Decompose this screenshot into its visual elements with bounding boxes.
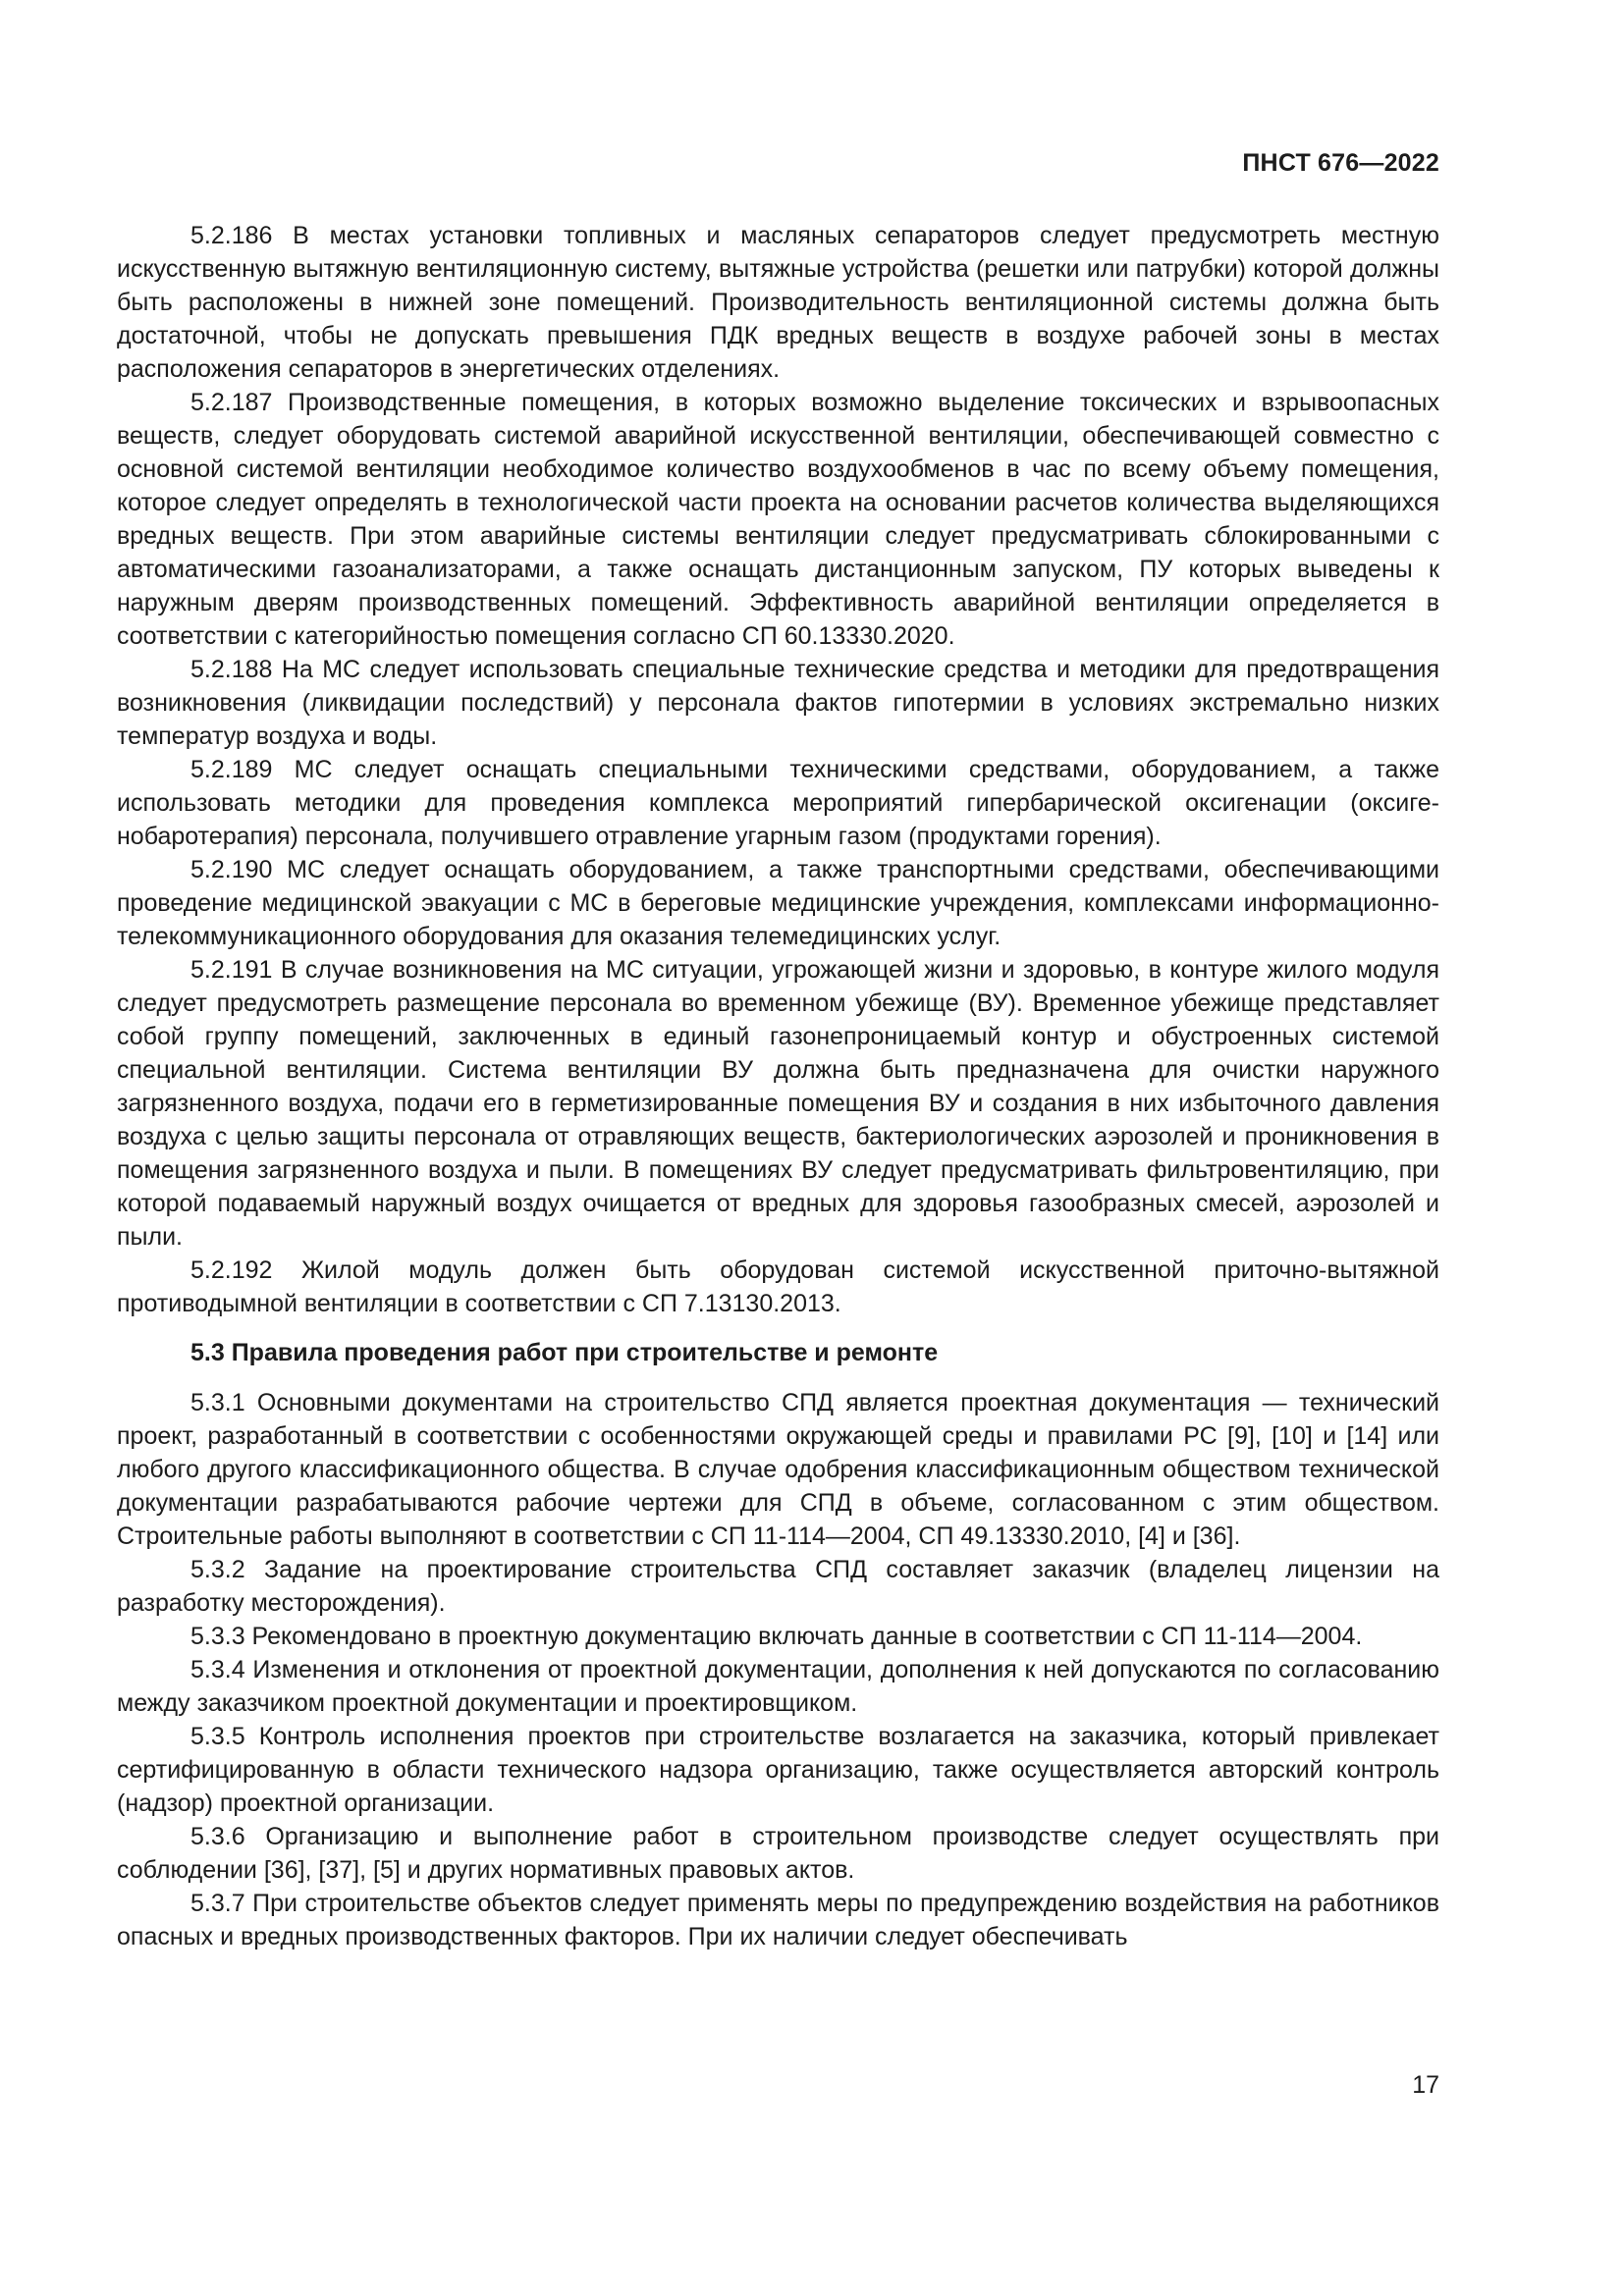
paragraph-5-2-189: 5.2.189 МС следует оснащать специальными техническими средствами, оборудованием, а также использовать методики для проведения комплекса мероприятий гипербарической оксигенации (оксигенобаротерапия) персонала, получившего отравление угарным газом (продуктами горения).: [117, 756, 1439, 850]
paragraph-5-3-2: 5.3.2 Задание на проектирование строительства СПД составляет заказчик (владелец лицензии на разработку месторождения).: [117, 1556, 1439, 1617]
document-code: ПНСТ 676—2022: [1242, 149, 1439, 177]
paragraph-5-2-190: 5.2.190 МС следует оснащать оборудованием, а также транспортными средствами, обеспечивающими проведение медицинской эвакуации с МС в береговые медицинские учреждения, комплексами информационно-телекоммуникационного оборудования для оказания телемедицинских услуг.: [117, 856, 1439, 950]
paragraph-5-2-188: 5.2.188 На МС следует использовать специальные технические средства и методики для предотвращения возникновения (ликвидации последствий) у персонала фактов гипотермии в условиях экстремально низких температур воздуха и воды.: [117, 656, 1439, 750]
paragraph-5-2-191: 5.2.191 В случае возникновения на МС ситуации, угрожающей жизни и здоровью, в контуре жилого модуля следует предусмотреть размещение персонала во временном убежище (ВУ). Временное убежище представляет собой группу помещений, заключенных в единый газонепроницаемый контур и обустроенных системой специальной вентиляции. Система вентиляции ВУ должна быть предназначена для очистки наружного загрязненного воздуха, подачи его в герметизированные помещения ВУ и создания в них избыточного давления воздуха с целью защиты персонала от отравляющих веществ, бактериологических аэрозолей и проникновения в помещения загрязненного воздуха и пыли. В помещениях ВУ следует предусматривать фильтровентиляцию, при которой подаваемый наружный воздух очищается от вредных для здоровья газообразных смесей, аэрозолей и пыли.: [117, 956, 1439, 1251]
page-body: [117, 219, 1439, 1953]
section-heading-5-3: 5.3 Правила проведения работ при строительстве и ремонте: [190, 1339, 939, 1366]
paragraph-5-3-5: 5.3.5 Контроль исполнения проектов при строительстве возлагается на заказчика, который привлекает сертифицированную в области технического надзора организацию, также осуществляется авторский контроль (надзор) проектной организации.: [117, 1723, 1439, 1817]
page-number: 17: [1412, 2071, 1439, 2099]
paragraph-5-3-6: 5.3.6 Организацию и выполнение работ в строительном производстве следует осуществлять при соблюдении [36], [37], [5] и других нормативных правовых актов.: [117, 1823, 1439, 1884]
paragraph-5-3-4: 5.3.4 Изменения и отклонения от проектной документации, дополнения к ней допускаются по согласованию между заказчиком проектной документации и проектировщиком.: [117, 1656, 1439, 1717]
paragraph-5-2-186: 5.2.186 В местах установки топливных и масляных сепараторов следует предусмотреть местную искусственную вытяжную вентиляционную систему, вытяжные устройства (решетки или патрубки) которой должны быть расположены в нижней зоне помещений. Производительность вентиляционной системы должна быть достаточной, чтобы не допускать превышения ПДК вредных веществ в воздухе рабочей зоны в местах расположения сепараторов в энергетических отделениях.: [117, 222, 1439, 383]
paragraph-5-3-3: 5.3.3 Рекомендовано в проектную документацию включать данные в соответствии с СП 11-114—2004.: [190, 1623, 1363, 1650]
paragraph-5-2-192: 5.2.192 Жилой модуль должен быть оборудован системой искусственной приточно-вытяжной противодымной вентиляции в соответствии с СП 7.13130.2013.: [117, 1256, 1439, 1317]
paragraph-5-2-187: 5.2.187 Производственные помещения, в которых возможно выделение токсических и взрывоопасных веществ, следует оборудовать системой аварийной искусственной вентиляции, обеспечивающей совместно с основной системой вентиляции необходимое количество воздухообменов в час по всему объему помещения, которое следует определять в технологической части проекта на основании расчетов количества выделяющихся вредных веществ. При этом аварийные системы вентиляции следует предусматривать сблокированными с автоматическими газоанализаторами, а также оснащать дистанционным запуском, ПУ которых выведены к наружным дверям производственных помещений. Эффективность аварийной вентиляции определяется в соответствии с категорийностью помещения согласно СП 60.13330.2020.: [117, 389, 1439, 650]
paragraph-5-3-1: 5.3.1 Основными документами на строительство СПД является проектная документация — технический проект, разработанный в соответствии с особенностями окружающей среды и правилами РС [9], [10] и [14] или любого другого классификационного общества. В случае одобрения классификационным обществом технической документации разрабатываются рабочие чертежи для СПД в объеме, согласованном с этим обществом. Строительные работы выполняют в соответствии с СП 11-114—2004, СП 49.13330.2010, [4] и [36].: [117, 1389, 1439, 1550]
paragraph-5-3-7: 5.3.7 При строительстве объектов следует применять меры по предупреждению воздействия на работников опасных и вредных производственных факторов. При их наличии следует обеспечивать: [117, 1890, 1439, 1950]
